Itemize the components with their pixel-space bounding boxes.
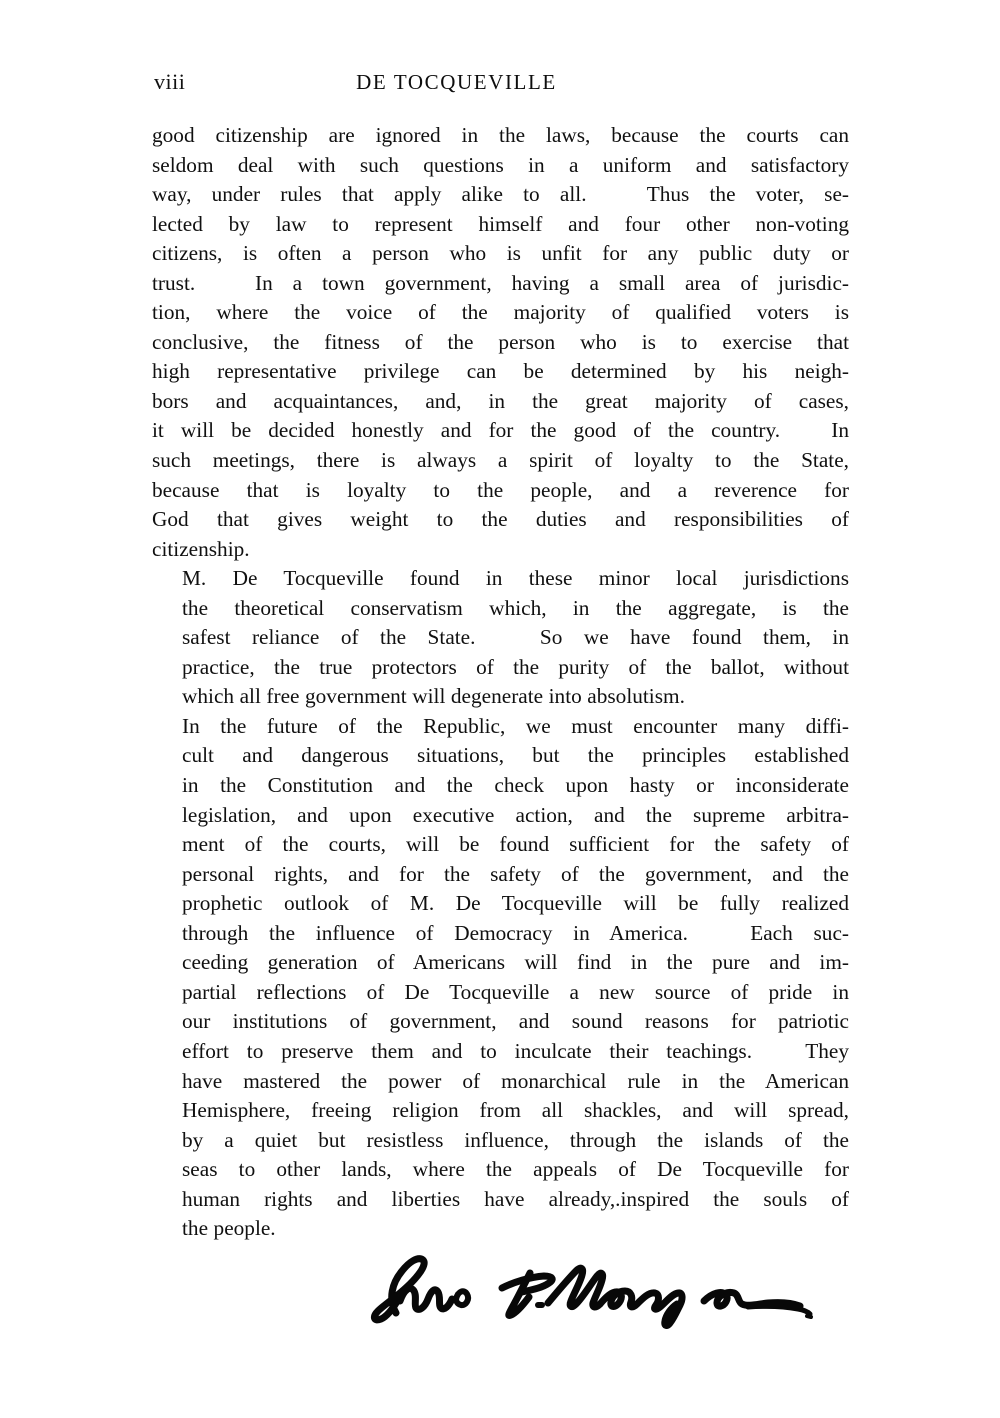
text-line: personal rights, and for the safety of the government, and the [182, 861, 849, 886]
text-line: by a quiet but resistless influence, through the islands of the [182, 1127, 849, 1152]
text-line: prophetic outlook of M. De Tocqueville will be fully realized [182, 891, 849, 916]
text-line: lected by law to represent himself and four other non-voting [152, 211, 849, 236]
text-line: M. De Tocqueville found in these minor local jurisdictions [182, 566, 849, 591]
text-line: in the Constitution and the check upon hasty or inconsiderate [182, 773, 849, 798]
text-line: through the influence of Democracy in America. Each suc- [182, 920, 849, 945]
text-line: the people. [182, 1216, 276, 1241]
text-line: In the future of the Republic, we must encounter many diffi- [182, 713, 849, 738]
text-line: Hemisphere, freeing religion from all shackles, and will spread, [182, 1098, 849, 1123]
text-line: tion, where the voice of the majority of qualified voters is [152, 300, 849, 325]
text-line: seas to other lands, where the appeals of De Tocqueville for [182, 1157, 849, 1182]
text-line: bors and acquaintances, and, in the great majority of cases, [152, 388, 849, 413]
body-text-block [152, 121, 849, 1244]
text-line: citizenship. [152, 536, 250, 561]
text-line: seldom deal with such questions in a uniform and satisfactory [152, 152, 849, 177]
text-line: the theoretical conservatism which, in the aggregate, is the [182, 595, 849, 620]
text-line: legislation, and upon executive action, and the supreme arbitra- [182, 802, 849, 827]
text-line: it will be decided honestly and for the good of the country. In [152, 418, 849, 443]
running-head [152, 66, 849, 98]
text-line: good citizenship are ignored in the laws, because the courts can [152, 123, 849, 147]
text-line: effort to preserve them and to inculcate their teachings. They [182, 1038, 849, 1063]
text-line: trust. In a town government, having a small area of jurisdic- [152, 270, 849, 295]
text-line: conclusive, the fitness of the person who is to exercise that [152, 329, 849, 354]
text-line: human rights and liberties have already,.inspired the souls of [182, 1186, 849, 1211]
text-line: ment of the courts, will be found sufficient for the safety of [182, 832, 849, 857]
paragraph-3 [152, 712, 849, 1244]
text-line: our institutions of government, and sound reasons for patriotic [182, 1009, 849, 1034]
text-line: safest reliance of the State. So we have found them, in [182, 625, 849, 650]
text-line: which all free government will degenerate into absolutism. [182, 684, 685, 709]
paragraph-2 [152, 564, 849, 712]
signature-jno-t-morgan [352, 1243, 832, 1329]
signature-block [352, 1243, 832, 1329]
page-folio: viii [154, 69, 186, 94]
text-line: because that is loyalty to the people, and a reverence for [152, 477, 849, 502]
paragraph-1 [152, 121, 849, 564]
text-line: ceeding generation of Americans will find in the pure and im- [182, 950, 849, 975]
text-line: high representative privilege can be determined by his neigh- [152, 359, 849, 384]
text-line: partial reflections of De Tocqueville a new source of pride in [182, 979, 849, 1004]
text-line: God that gives weight to the duties and responsibilities of [152, 507, 849, 532]
text-line: such meetings, there is always a spirit of loyalty to the State, [152, 448, 849, 473]
text-line: have mastered the power of monarchical rule in the American [182, 1068, 849, 1093]
running-head-title: DE TOCQUEVILLE [356, 70, 557, 94]
text-line: citizens, is often a person who is unfit for any public duty or [152, 241, 849, 266]
text-line: way, under rules that apply alike to all. Thus the voter, se- [152, 182, 849, 207]
text-line: cult and dangerous situations, but the principles established [182, 743, 849, 768]
text-line: practice, the true protectors of the purity of the ballot, without [182, 654, 849, 679]
